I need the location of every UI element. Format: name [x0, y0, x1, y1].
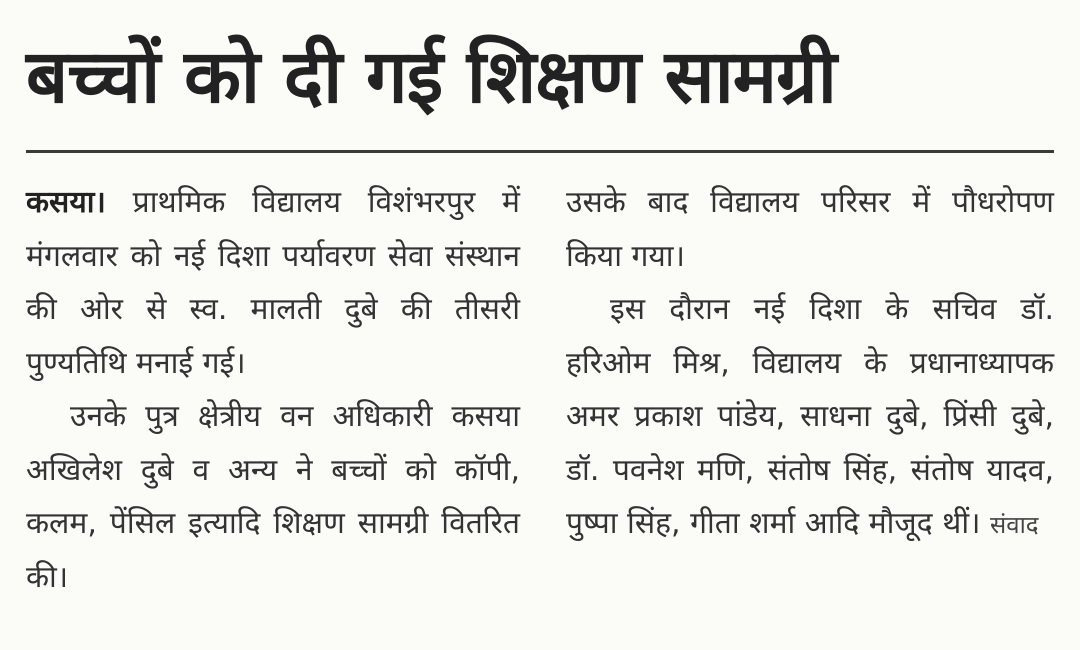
dateline: कसया। [26, 185, 106, 220]
article-headline: बच्चों को दी गई शिक्षण सामग्री [26, 34, 836, 120]
left-column [26, 176, 520, 604]
right-paragraph-1: उसके बाद विद्यालय परिसर में पौधरोपण किया गया। [566, 185, 1054, 274]
left-paragraph-1 [26, 176, 520, 390]
right-column [566, 176, 1054, 553]
left-paragraph-1-text: प्राथमिक विद्यालय विशंभरपुर में मंगलवार को नई दिशा पर्यावरण सेवा संस्थान की ओर से स्व. मालती दुबे की तीसरी पुण्यतिथि मनाई गई। [26, 185, 520, 381]
left-paragraph-2: उनके पुत्र क्षेत्रीय वन अधिकारी कसया अखिलेश दुबे व अन्य ने बच्चों को कॉपी, कलम, पेंसिल इत्यादि शिक्षण सामग्री वितरित की। [26, 399, 520, 595]
right-paragraph-2 [566, 283, 1054, 553]
right-paragraph-2-text: इस दौरान नई दिशा के सचिव डॉ. हरिओम मिश्र, विद्यालय के प्रधानाध्यापक अमर प्रकाश पांडेय, साधना दुबे, प्रिंसी दुबे, डॉ. पवनेश मणि, संतोष सिंह, संतोष यादव, पुष्पा सिंह, गीता शर्मा आदि मौजूद थीं। [566, 292, 1054, 541]
reporter-credit: संवाद [990, 511, 1039, 539]
headline-divider [26, 150, 1054, 153]
